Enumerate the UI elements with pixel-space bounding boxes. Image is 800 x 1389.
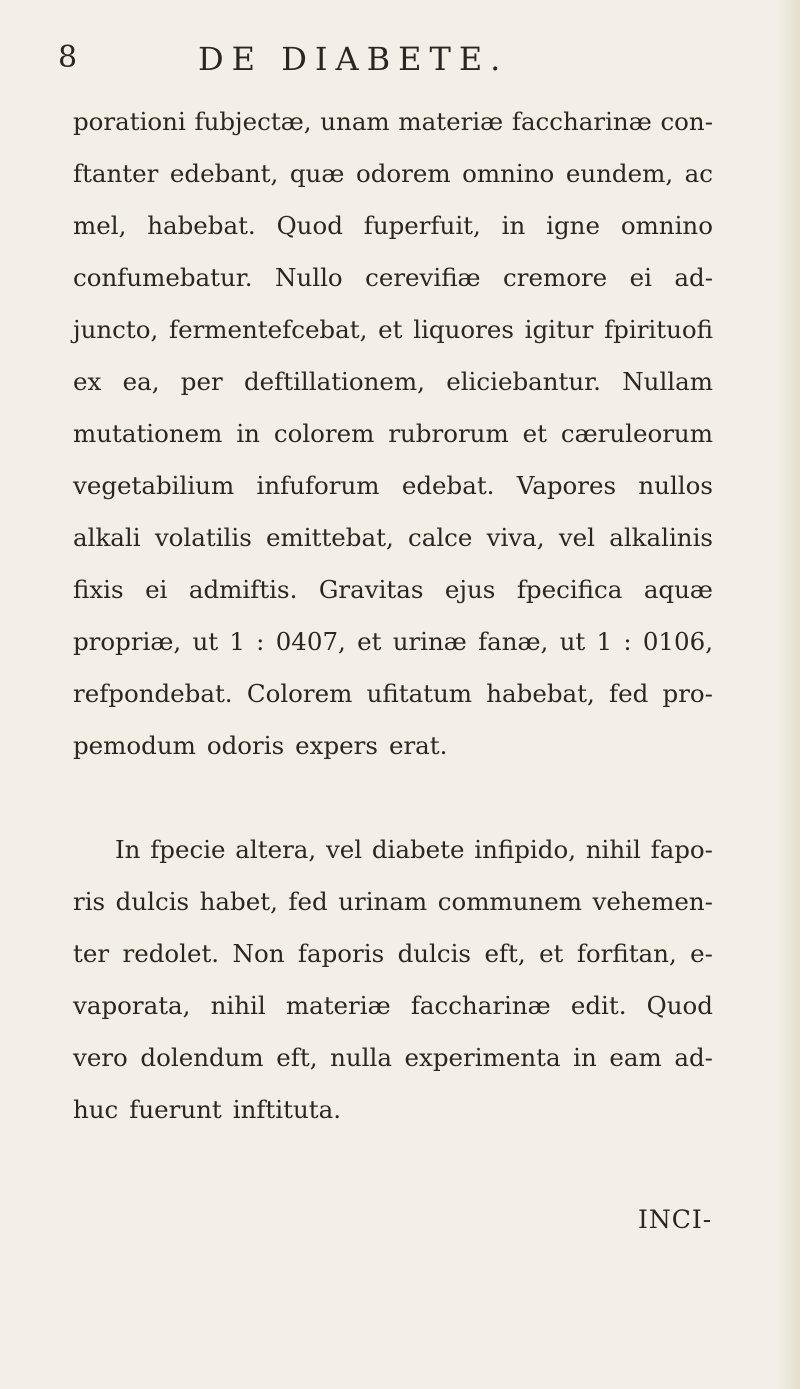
text-line: propriæ, ut 1 : 0407, et urinæ fanæ, ut 1 : 0106, (73, 627, 713, 656)
text-line: ter redolet. Non faporis dulcis eft, et forfitan, e- (73, 939, 713, 968)
text-line: porationi fubjectæ, unam materiæ faccharinæ con- (73, 107, 713, 136)
paragraph-1 (73, 96, 713, 772)
body-text (73, 96, 713, 1136)
text-line: mel, habebat. Quod fuperfuit, in igne omnino (73, 211, 713, 240)
text-line: vegetabilium infuforum edebat. Vapores nullos (73, 471, 713, 500)
running-title: DE DIABETE. (198, 40, 509, 78)
text-line: mutationem in colorem rubrorum et cæruleorum (73, 419, 713, 448)
text-line: juncto, fermentefcebat, et liquores igitur fpirituofi (73, 315, 713, 344)
text-line: pemodum odoris expers erat. (73, 731, 448, 760)
text-line: ftanter edebant, quæ odorem omnino eundem, ac (73, 159, 713, 188)
text-line: fixis ei admiftis. Gravitas ejus fpecifica aquæ (73, 575, 713, 604)
text-line: In fpecie altera, vel diabete infipido, nihil fapo- (115, 835, 713, 864)
paragraph-2 (73, 824, 713, 1136)
page-edge-shading (778, 0, 800, 1389)
text-line: vero dolendum eft, nulla experimenta in eam ad- (73, 1043, 713, 1072)
catchword: INCI- (638, 1205, 713, 1234)
page-header (58, 40, 738, 84)
text-line: ris dulcis habet, fed urinam communem vehemen- (73, 887, 713, 916)
text-line: vaporata, nihil materiæ faccharinæ edit. Quod (73, 991, 713, 1020)
text-line: ex ea, per deftillationem, eliciebantur. Nullam (73, 367, 713, 396)
text-line: confumebatur. Nullo cerevifiæ cremore ei ad- (73, 263, 713, 292)
page-number: 8 (58, 40, 79, 75)
text-line: huc fuerunt inftituta. (73, 1095, 341, 1124)
text-line: refpondebat. Colorem ufitatum habebat, fed pro- (73, 679, 713, 708)
text-line: alkali volatilis emittebat, calce viva, vel alkalinis (73, 523, 713, 552)
